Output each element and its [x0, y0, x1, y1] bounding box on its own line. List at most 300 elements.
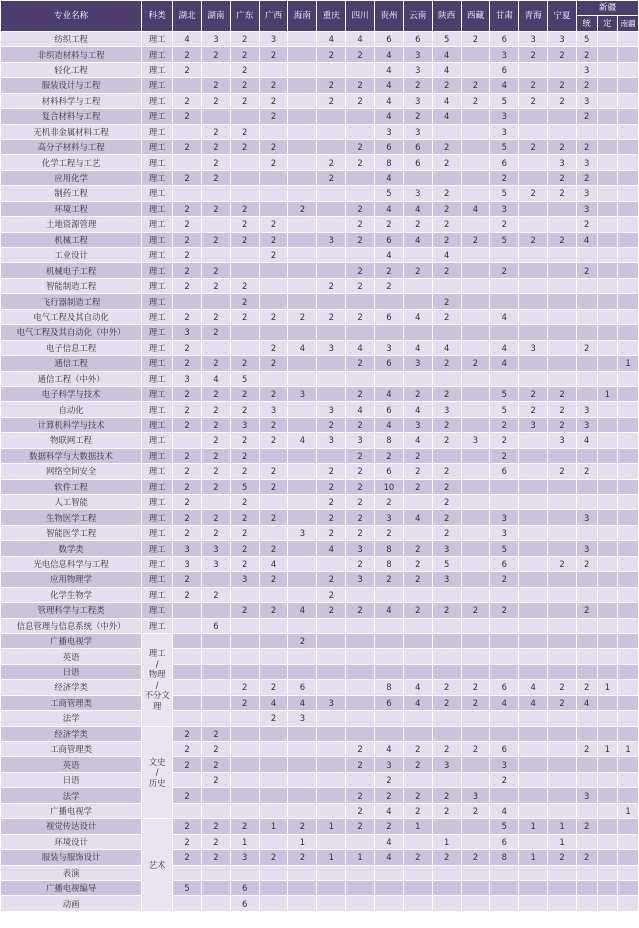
major-name-cell: 应用物理学	[1, 572, 142, 587]
quota-cell	[597, 633, 618, 648]
quota-cell: 2	[201, 525, 230, 540]
quota-cell	[346, 587, 375, 602]
quota-cell: 2	[173, 464, 202, 479]
quota-cell: 2	[576, 78, 597, 93]
quota-cell	[317, 294, 346, 309]
quota-cell: 2	[173, 62, 202, 77]
category-cell: 理工	[142, 556, 173, 571]
quota-cell	[548, 618, 577, 633]
quota-cell	[432, 448, 461, 463]
quota-cell	[288, 31, 317, 46]
quota-cell	[597, 603, 618, 618]
quota-cell: 4	[519, 680, 548, 695]
quota-cell	[548, 880, 577, 895]
quota-cell	[403, 325, 432, 340]
table-row	[1, 170, 639, 185]
table-row	[1, 880, 639, 895]
quota-cell	[618, 772, 639, 787]
quota-cell	[288, 865, 317, 880]
quota-cell: 2	[317, 525, 346, 540]
quota-cell	[576, 495, 597, 510]
quota-cell	[597, 880, 618, 895]
quota-cell	[375, 711, 404, 726]
quota-cell: 4	[490, 695, 519, 710]
category-cell: 理工	[142, 479, 173, 494]
quota-cell: 5	[576, 31, 597, 46]
quota-cell	[461, 726, 490, 741]
quota-cell: 2	[259, 711, 288, 726]
category-group-line: 物理	[148, 669, 166, 680]
quota-cell: 3	[576, 417, 597, 432]
quota-cell	[576, 124, 597, 139]
quota-cell: 2	[403, 541, 432, 556]
quota-cell: 2	[432, 479, 461, 494]
quota-cell: 4	[375, 47, 404, 62]
quota-cell	[288, 93, 317, 108]
category-cell: 理工	[142, 525, 173, 540]
quota-cell	[288, 417, 317, 432]
quota-cell: 2	[201, 726, 230, 741]
quota-cell: 2	[230, 31, 259, 46]
quota-cell	[519, 880, 548, 895]
quota-cell	[230, 186, 259, 201]
quota-cell	[576, 572, 597, 587]
quota-cell: 1	[597, 742, 618, 757]
quota-cell	[259, 495, 288, 510]
quota-cell	[461, 278, 490, 293]
quota-cell	[259, 803, 288, 818]
quota-cell	[403, 711, 432, 726]
quota-cell	[597, 417, 618, 432]
quota-cell	[288, 788, 317, 803]
quota-cell: 6	[403, 155, 432, 170]
quota-cell: 2	[317, 93, 346, 108]
category-cell: 理工	[142, 109, 173, 124]
quota-cell	[317, 880, 346, 895]
quota-cell: 2	[201, 850, 230, 865]
quota-cell: 5	[230, 479, 259, 494]
quota-cell: 5	[490, 93, 519, 108]
category-cell: 理工	[142, 201, 173, 216]
major-name-cell: 英语	[1, 649, 142, 664]
quota-cell	[288, 742, 317, 757]
quota-cell: 2	[317, 510, 346, 525]
major-name-cell: 环境工程	[1, 201, 142, 216]
quota-cell: 4	[490, 309, 519, 324]
quota-cell	[618, 649, 639, 664]
quota-cell	[548, 448, 577, 463]
major-name-cell: 电子信息工程	[1, 340, 142, 355]
quota-cell	[597, 433, 618, 448]
quota-cell	[432, 325, 461, 340]
table-row	[1, 803, 639, 818]
table-row	[1, 402, 639, 417]
quota-cell	[201, 896, 230, 911]
major-name-cell: 工商管理类	[1, 695, 142, 710]
quota-cell: 4	[375, 248, 404, 263]
quota-cell	[597, 772, 618, 787]
quota-cell: 2	[403, 803, 432, 818]
quota-cell	[519, 541, 548, 556]
quota-cell	[461, 865, 490, 880]
quota-cell	[618, 340, 639, 355]
quota-cell	[519, 510, 548, 525]
quota-cell: 2	[548, 78, 577, 93]
quota-cell	[618, 664, 639, 679]
quota-cell: 4	[375, 803, 404, 818]
category-group-line: /	[155, 679, 159, 690]
quota-cell: 6	[490, 742, 519, 757]
quota-cell	[618, 726, 639, 741]
quota-cell	[519, 572, 548, 587]
quota-cell: 2	[288, 309, 317, 324]
quota-cell: 4	[432, 47, 461, 62]
quota-cell	[201, 109, 230, 124]
quota-cell	[618, 834, 639, 849]
quota-cell	[618, 495, 639, 510]
table-row	[1, 680, 639, 695]
quota-cell: 2	[403, 217, 432, 232]
quota-cell: 4	[576, 433, 597, 448]
quota-cell: 4	[346, 340, 375, 355]
quota-cell	[490, 479, 519, 494]
table-row	[1, 757, 639, 772]
quota-cell: 2	[432, 356, 461, 371]
major-name-cell: 自动化	[1, 402, 142, 417]
quota-cell: 4	[403, 309, 432, 324]
quota-cell	[597, 649, 618, 664]
quota-cell	[288, 371, 317, 386]
quota-cell: 2	[201, 232, 230, 247]
quota-cell	[288, 726, 317, 741]
quota-cell: 2	[432, 139, 461, 154]
quota-cell: 3	[346, 541, 375, 556]
quota-cell	[548, 109, 577, 124]
quota-cell	[288, 448, 317, 463]
quota-cell	[461, 649, 490, 664]
quota-cell	[288, 572, 317, 587]
quota-cell	[201, 186, 230, 201]
header-province: 重庆	[317, 1, 346, 32]
quota-cell: 2	[403, 448, 432, 463]
quota-cell	[317, 386, 346, 401]
quota-cell: 2	[548, 556, 577, 571]
quota-cell: 2	[432, 201, 461, 216]
quota-cell	[461, 139, 490, 154]
quota-cell: 2	[461, 603, 490, 618]
quota-cell: 2	[346, 155, 375, 170]
quota-cell: 3	[259, 402, 288, 417]
quota-cell: 1	[259, 819, 288, 834]
quota-cell: 2	[317, 572, 346, 587]
quota-cell	[461, 556, 490, 571]
quota-cell	[403, 896, 432, 911]
quota-cell	[618, 572, 639, 587]
quota-cell: 1	[597, 386, 618, 401]
quota-cell	[259, 865, 288, 880]
quota-cell	[490, 618, 519, 633]
quota-cell	[618, 170, 639, 185]
quota-cell: 4	[403, 680, 432, 695]
quota-cell: 5	[490, 541, 519, 556]
quota-cell	[597, 78, 618, 93]
quota-cell	[288, 248, 317, 263]
quota-cell	[288, 62, 317, 77]
quota-cell	[576, 448, 597, 463]
quota-cell	[618, 850, 639, 865]
quota-cell	[317, 62, 346, 77]
quota-cell	[317, 711, 346, 726]
quota-cell: 2	[173, 386, 202, 401]
quota-cell: 4	[403, 510, 432, 525]
quota-cell: 6	[375, 464, 404, 479]
quota-cell	[288, 124, 317, 139]
quota-cell	[618, 124, 639, 139]
quota-cell	[597, 217, 618, 232]
major-name-cell: 制药工程	[1, 186, 142, 201]
quota-cell: 2	[576, 340, 597, 355]
table-row	[1, 139, 639, 154]
quota-cell: 6	[490, 464, 519, 479]
quota-cell: 5	[490, 819, 519, 834]
quota-cell: 3	[432, 541, 461, 556]
quota-cell	[432, 278, 461, 293]
quota-cell	[519, 649, 548, 664]
category-cell: 理工	[142, 232, 173, 247]
category-cell: 理工	[142, 433, 173, 448]
quota-cell	[346, 772, 375, 787]
quota-cell: 2	[230, 386, 259, 401]
quota-cell: 2	[432, 155, 461, 170]
quota-cell: 2	[259, 603, 288, 618]
quota-cell	[548, 371, 577, 386]
quota-cell: 2	[346, 742, 375, 757]
quota-cell	[490, 726, 519, 741]
quota-cell	[317, 633, 346, 648]
quota-cell: 2	[173, 93, 202, 108]
quota-cell: 4	[375, 850, 404, 865]
quota-cell	[597, 325, 618, 340]
quota-cell	[288, 139, 317, 154]
quota-cell: 2	[230, 62, 259, 77]
table-row	[1, 248, 639, 263]
category-cell: 理工	[142, 170, 173, 185]
quota-cell	[375, 633, 404, 648]
quota-cell	[461, 62, 490, 77]
quota-cell: 2	[403, 263, 432, 278]
quota-cell: 2	[173, 47, 202, 62]
quota-cell: 2	[317, 587, 346, 602]
quota-cell: 2	[173, 402, 202, 417]
quota-cell: 2	[173, 340, 202, 355]
category-cell: 理工	[142, 572, 173, 587]
quota-cell	[618, 510, 639, 525]
table-row	[1, 386, 639, 401]
quota-cell: 2	[432, 495, 461, 510]
quota-cell	[548, 711, 577, 726]
quota-cell: 2	[461, 356, 490, 371]
quota-cell: 8	[375, 680, 404, 695]
quota-cell: 6	[375, 356, 404, 371]
quota-cell: 2	[201, 325, 230, 340]
quota-cell	[597, 340, 618, 355]
quota-cell	[375, 371, 404, 386]
quota-cell	[259, 294, 288, 309]
quota-cell	[461, 896, 490, 911]
quota-cell: 2	[548, 417, 577, 432]
major-name-cell: 纺织工程	[1, 31, 142, 46]
quota-cell	[317, 556, 346, 571]
quota-cell	[618, 278, 639, 293]
table-row	[1, 217, 639, 232]
quota-cell	[461, 587, 490, 602]
quota-cell: 2	[288, 850, 317, 865]
quota-cell: 3	[548, 155, 577, 170]
quota-cell: 2	[519, 139, 548, 154]
quota-cell: 2	[576, 217, 597, 232]
quota-cell	[597, 757, 618, 772]
quota-cell: 2	[259, 248, 288, 263]
quota-cell	[618, 865, 639, 880]
quota-cell	[259, 201, 288, 216]
quota-cell	[597, 618, 618, 633]
quota-cell: 2	[173, 248, 202, 263]
quota-cell: 3	[403, 356, 432, 371]
quota-cell	[461, 109, 490, 124]
table-row	[1, 309, 639, 324]
category-group-line: /	[155, 767, 159, 778]
quota-cell	[461, 510, 490, 525]
quota-cell: 3	[403, 186, 432, 201]
quota-cell	[201, 572, 230, 587]
major-name-cell: 智能制造工程	[1, 278, 142, 293]
quota-cell	[576, 309, 597, 324]
quota-cell: 3	[173, 371, 202, 386]
quota-cell	[461, 386, 490, 401]
quota-cell	[288, 232, 317, 247]
quota-cell	[461, 834, 490, 849]
quota-cell: 2	[288, 201, 317, 216]
table-row	[1, 356, 639, 371]
quota-cell: 6	[375, 31, 404, 46]
quota-cell: 2	[230, 525, 259, 540]
quota-cell	[548, 356, 577, 371]
quota-cell	[346, 633, 375, 648]
quota-cell	[346, 834, 375, 849]
quota-cell	[618, 248, 639, 263]
quota-cell	[519, 788, 548, 803]
quota-cell: 1	[548, 819, 577, 834]
quota-cell	[432, 649, 461, 664]
quota-cell: 3	[288, 711, 317, 726]
quota-cell	[618, 186, 639, 201]
quota-cell	[201, 62, 230, 77]
major-name-cell: 网络空间安全	[1, 464, 142, 479]
category-cell: 理工	[142, 309, 173, 324]
quota-cell	[618, 757, 639, 772]
quota-cell: 6	[403, 31, 432, 46]
quota-cell: 2	[346, 278, 375, 293]
category-cell: 理工	[142, 31, 173, 46]
quota-cell: 2	[461, 31, 490, 46]
quota-cell	[173, 896, 202, 911]
quota-cell	[618, 680, 639, 695]
quota-cell: 2	[548, 402, 577, 417]
table-row	[1, 433, 639, 448]
quota-cell: 4	[375, 742, 404, 757]
quota-cell	[403, 525, 432, 540]
table-row	[1, 325, 639, 340]
quota-cell	[173, 294, 202, 309]
category-group-cell	[142, 633, 173, 726]
quota-cell	[618, 819, 639, 834]
quota-cell: 2	[259, 433, 288, 448]
quota-cell	[317, 124, 346, 139]
quota-cell: 2	[346, 386, 375, 401]
quota-cell: 2	[230, 201, 259, 216]
quota-cell	[618, 139, 639, 154]
quota-cell	[461, 479, 490, 494]
quota-cell	[259, 633, 288, 648]
quota-cell	[317, 139, 346, 154]
quota-cell	[317, 757, 346, 772]
quota-cell: 2	[548, 93, 577, 108]
major-name-cell: 经济学类	[1, 680, 142, 695]
quota-cell	[317, 788, 346, 803]
quota-cell: 2	[375, 525, 404, 540]
quota-cell	[346, 248, 375, 263]
quota-cell	[259, 649, 288, 664]
quota-cell	[230, 633, 259, 648]
quota-cell: 5	[490, 386, 519, 401]
quota-cell: 2	[346, 356, 375, 371]
quota-cell	[403, 649, 432, 664]
quota-cell	[288, 556, 317, 571]
major-name-cell: 轻化工程	[1, 62, 142, 77]
quota-cell	[597, 788, 618, 803]
category-group-cell	[142, 819, 173, 912]
quota-cell	[288, 510, 317, 525]
quota-cell	[201, 680, 230, 695]
quota-cell: 2	[230, 278, 259, 293]
quota-cell	[519, 525, 548, 540]
quota-cell: 2	[201, 139, 230, 154]
category-cell: 理工	[142, 386, 173, 401]
header-xinjiang-sub: 定	[597, 16, 618, 31]
quota-cell: 3	[375, 757, 404, 772]
quota-cell	[548, 217, 577, 232]
quota-cell: 2	[173, 834, 202, 849]
quota-cell: 3	[230, 417, 259, 432]
quota-cell	[461, 417, 490, 432]
quota-cell	[519, 834, 548, 849]
quota-cell	[259, 742, 288, 757]
quota-cell: 2	[230, 819, 259, 834]
quota-cell	[519, 772, 548, 787]
quota-cell: 2	[201, 402, 230, 417]
quota-cell	[461, 217, 490, 232]
category-group-line: 理	[152, 700, 162, 711]
quota-cell	[288, 649, 317, 664]
quota-cell	[403, 633, 432, 648]
quota-cell: 3	[432, 572, 461, 587]
quota-cell: 2	[317, 278, 346, 293]
quota-cell	[618, 603, 639, 618]
quota-cell	[618, 587, 639, 602]
quota-cell: 2	[403, 742, 432, 757]
major-name-cell: 广播电视编导	[1, 880, 142, 895]
quota-cell: 4	[432, 62, 461, 77]
